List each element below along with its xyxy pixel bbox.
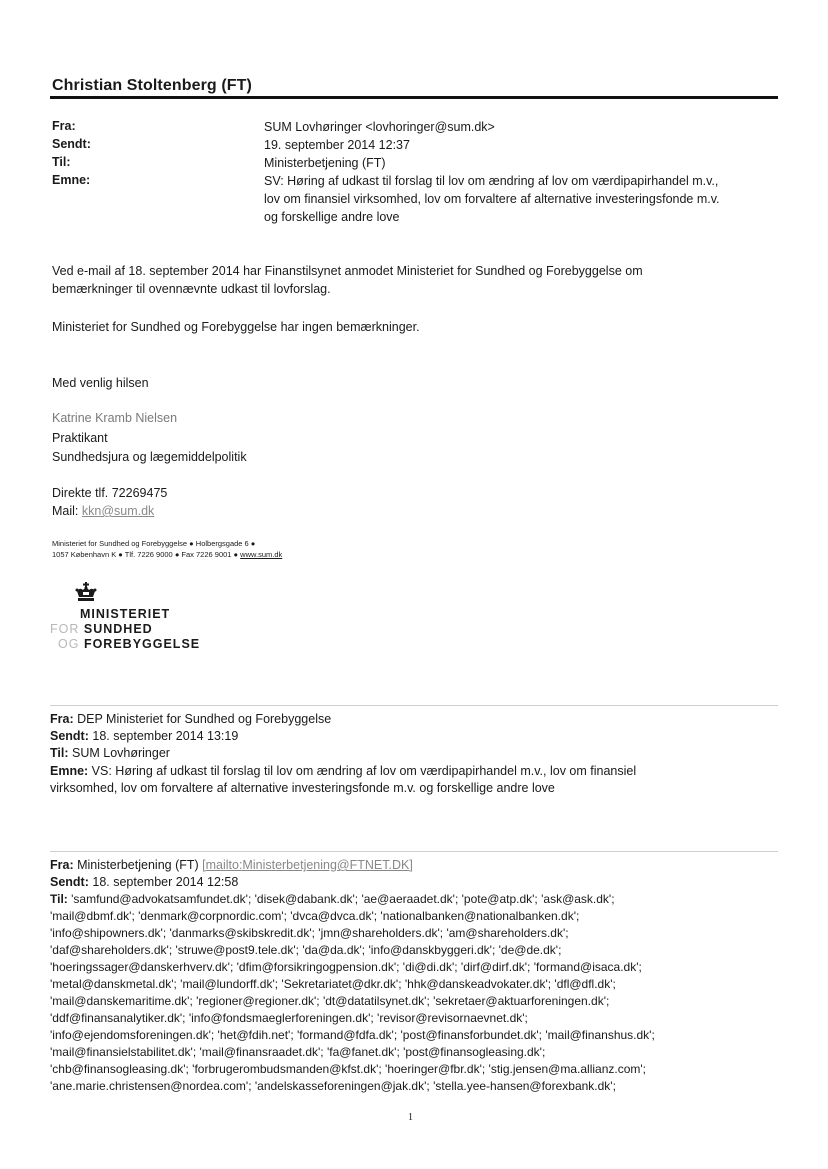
forward2-sent bbox=[50, 874, 780, 891]
recipient-line-9: 'info@ejendomsforeningen.dk'; 'het@fdih.net'; 'formand@fdfa.dk'; 'post@finansforbundet.dk'; 'mail@finanshus.dk'; bbox=[50, 1028, 655, 1042]
separator-1 bbox=[50, 705, 778, 706]
body-paragraph-1-line-2: bemærkninger til ovennævnte udkast til lovforslag. bbox=[52, 282, 331, 296]
title-rule bbox=[50, 96, 778, 99]
logo-for: FOR bbox=[50, 622, 80, 636]
recipient-line-12: 'ane.marie.christensen@nordea.com'; 'andelskasseforeningen@jak.dk'; 'stella.yee-hansen@forexbank.dk'; bbox=[50, 1079, 616, 1093]
logo-line-3 bbox=[58, 637, 200, 652]
forward1-from-value: DEP Ministeriet for Sundhed og Forebyggelse bbox=[73, 712, 332, 726]
forward1-subject-line-2: virksomhed, lov om forvaltere af alternative investeringsfonde m.v. og forskellige andre love bbox=[50, 781, 555, 795]
greeting: Med venlig hilsen bbox=[52, 376, 149, 390]
recipient-line-11: 'chb@finansogleasing.dk'; 'forbrugerombudsmanden@kfst.dk'; 'hoeringer@fbr.dk'; 'stig.jensen@ma.allianz.com'; bbox=[50, 1062, 647, 1076]
crown-icon bbox=[74, 582, 98, 604]
forward1-sent-value: 18. september 2014 13:19 bbox=[88, 729, 239, 743]
forward1-to bbox=[50, 745, 780, 762]
forward1-from bbox=[50, 711, 780, 728]
forward2-from-value: Ministerbetjening (FT) bbox=[73, 858, 203, 872]
recipient-line-10: 'mail@finansielstabilitet.dk'; 'mail@finansraadet.dk'; 'fa@fanet.dk'; 'post@finansogleasing.dk'; bbox=[50, 1045, 546, 1059]
forward2-to-label: Til: bbox=[50, 892, 68, 906]
forward2-from-label: Fra: bbox=[50, 858, 74, 872]
logo-og: OG bbox=[58, 637, 80, 651]
signature-name: Katrine Kramb Nielsen bbox=[52, 411, 178, 425]
logo-forebyggelse: FOREBYGGELSE bbox=[83, 637, 201, 651]
address-line-2 bbox=[52, 549, 282, 560]
recipient-line-4: 'daf@shareholders.dk'; 'struwe@post9.tele.dk'; 'da@da.dk'; 'info@danskbyggeri.dk'; 'de@de.dk'; bbox=[50, 943, 562, 957]
subject-label: Emne: bbox=[52, 173, 91, 187]
subject-line-1: SV: Høring af udkast til forslag til lov om ændring af lov om værdipapirhandel m.v., bbox=[264, 174, 719, 188]
to-value: Ministerbetjening (FT) bbox=[264, 156, 386, 170]
forward1-to-value: SUM Lovhøringer bbox=[68, 746, 170, 760]
forward1-from-label: Fra: bbox=[50, 712, 74, 726]
address-line-2-text: 1057 København K ● Tlf. 7226 9000 ● Fax 7226 9001 ● bbox=[52, 550, 241, 559]
signature-role: Praktikant bbox=[52, 431, 108, 445]
from-label: Fra: bbox=[52, 119, 76, 133]
mail-label: Mail: bbox=[52, 504, 82, 518]
recipient-line-8: 'ddf@finansanalytiker.dk'; 'info@fondsmaeglerforeningen.dk'; 'revisor@revisornaevnet.dk'; bbox=[50, 1011, 528, 1025]
document-title: Christian Stoltenberg (FT) bbox=[52, 77, 252, 94]
from-value: SUM Lovhøringer <lovhoringer@sum.dk> bbox=[264, 120, 495, 134]
signature-department: Sundhedsjura og lægemiddelpolitik bbox=[52, 450, 247, 464]
recipient-line-2: 'mail@dbmf.dk'; 'denmark@corpnordic.com'; 'dvca@dvca.dk'; 'nationalbanken@nationalbanken.dk'; bbox=[50, 909, 580, 923]
forward2-from bbox=[50, 857, 780, 874]
forward1-sent-label: Sendt: bbox=[50, 729, 89, 743]
logo-line-2 bbox=[50, 622, 153, 637]
forward1-subject-label: Emne: bbox=[50, 764, 89, 778]
page-number: 1 bbox=[408, 1112, 413, 1123]
separator-2 bbox=[50, 851, 778, 852]
website-link[interactable]: www.sum.dk bbox=[240, 550, 283, 559]
recipient-text-1: 'samfund@advokatsamfundet.dk'; 'disek@dabank.dk'; 'ae@aeraadet.dk'; 'pote@atp.dk'; 'ask@ask.dk'; bbox=[67, 892, 615, 906]
forward1-sent bbox=[50, 728, 780, 745]
forward1-subject bbox=[50, 763, 780, 780]
forward2-sent-value: 18. september 2014 12:58 bbox=[88, 875, 239, 889]
subject-line-3: og forskellige andre love bbox=[264, 210, 400, 224]
to-label: Til: bbox=[52, 155, 71, 169]
forward1-to-label: Til: bbox=[50, 746, 69, 760]
recipient-line-3: 'info@shipowners.dk'; 'danmarks@skibskredit.dk'; 'jmn@shareholders.dk'; 'am@shareholders.dk'; bbox=[50, 926, 569, 940]
signature-phone: Direkte tlf. 72269475 bbox=[52, 486, 168, 500]
forward2-from-link[interactable]: [mailto:Ministerbetjening@FTNET.DK] bbox=[202, 858, 413, 872]
recipient-line-6: 'metal@danskmetal.dk'; 'mail@lundorff.dk'; 'Sekretariatet@dkr.dk'; 'hhk@danskeadvokater.dk'; 'dfl@dfl.dk'; bbox=[50, 977, 616, 991]
logo-line-1: MINISTERIET bbox=[80, 607, 171, 621]
signature-mail-row bbox=[52, 502, 154, 520]
recipient-line-7: 'mail@danskemaritime.dk'; 'regioner@regioner.dk'; 'dt@datatilsynet.dk'; 'sekretaer@aktuarforeningen.dk'; bbox=[50, 994, 610, 1008]
recipient-line-1 bbox=[50, 891, 790, 908]
recipient-line-5: 'hoeringssager@danskerhverv.dk'; 'dfim@forsikringogpension.dk'; 'di@di.dk'; 'dirf@dirf.dk'; 'formand@isaca.dk'; bbox=[50, 960, 642, 974]
sent-label: Sendt: bbox=[52, 137, 91, 151]
forward1-subject-line-1: VS: Høring af udkast til forslag til lov om ændring af lov om værdipapirhandel m.v., lov om finansiel bbox=[88, 764, 637, 778]
forward2-sent-label: Sendt: bbox=[50, 875, 89, 889]
mail-link[interactable]: kkn@sum.dk bbox=[81, 504, 155, 518]
body-paragraph-2: Ministeriet for Sundhed og Forebyggelse har ingen bemærkninger. bbox=[52, 320, 420, 334]
logo-sundhed: SUNDHED bbox=[83, 622, 153, 636]
body-paragraph-1-line-1: Ved e-mail af 18. september 2014 har Finanstilsynet anmodet Ministeriet for Sundhed og Forebyggelse om bbox=[52, 264, 643, 278]
sent-value: 19. september 2014 12:37 bbox=[264, 138, 410, 152]
address-line-1: Ministeriet for Sundhed og Forebyggelse ● Holbergsgade 6 ● bbox=[52, 539, 256, 548]
subject-line-2: lov om finansiel virksomhed, lov om forvaltere af alternative investeringsfonde m.v. bbox=[264, 192, 720, 206]
